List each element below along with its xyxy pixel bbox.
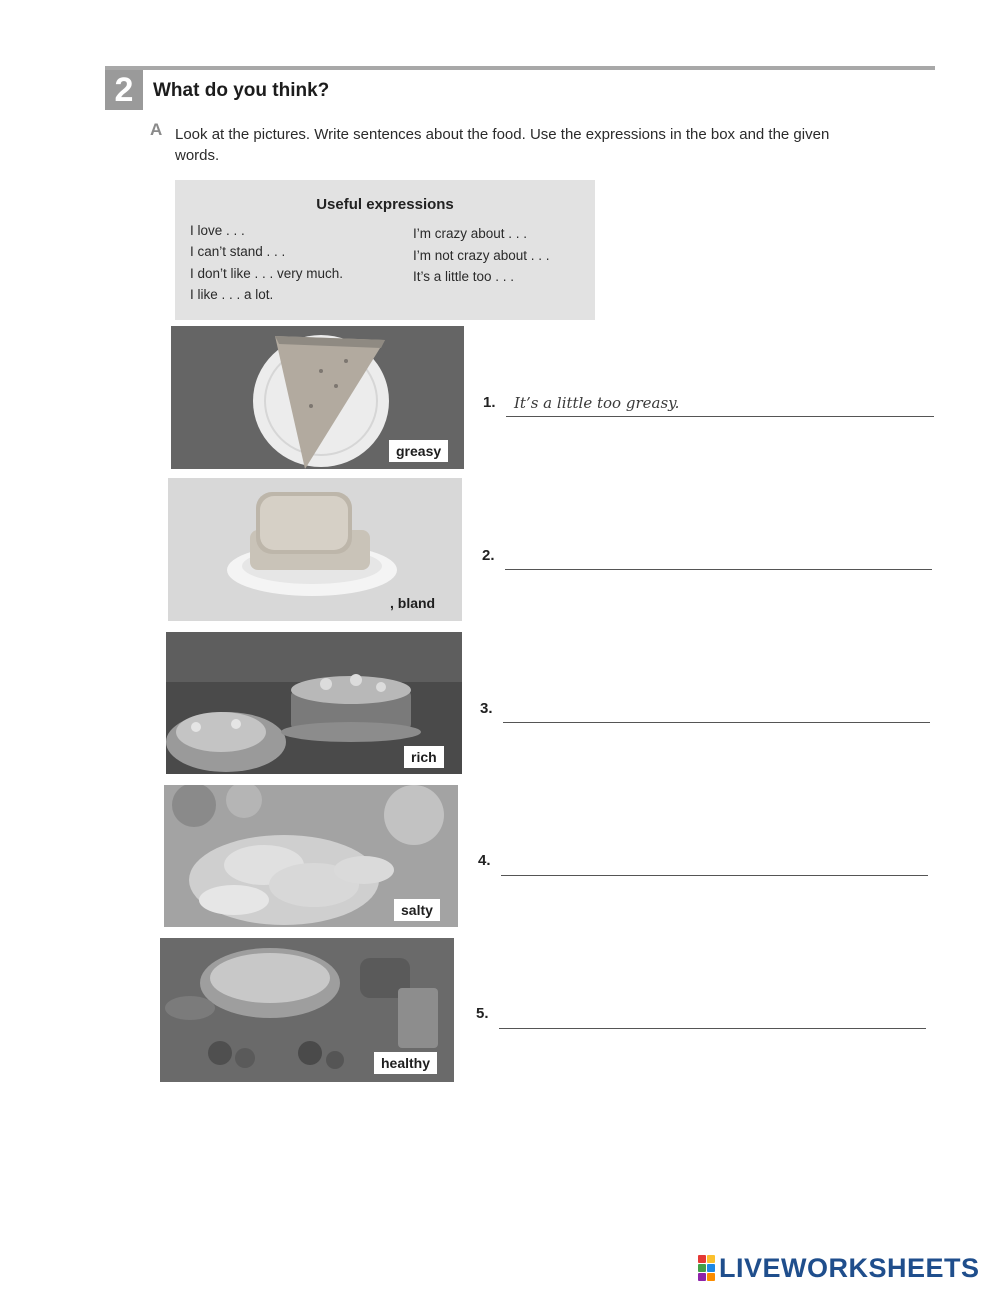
food-photo-bread bbox=[168, 478, 462, 621]
section-title: What do you think? bbox=[153, 80, 330, 101]
food-photo-cakes bbox=[166, 632, 462, 774]
liveworksheets-logo bbox=[698, 1250, 980, 1286]
expression-item: I like . . . a lot. bbox=[190, 287, 274, 302]
food-photo-vegetables bbox=[160, 938, 454, 1082]
useful-expressions-title: Useful expressions bbox=[316, 196, 454, 213]
logo-square bbox=[698, 1255, 706, 1263]
answer-line-4[interactable] bbox=[501, 855, 928, 876]
logo-icon bbox=[698, 1255, 715, 1281]
logo-square bbox=[698, 1273, 706, 1281]
item-number: 4. bbox=[478, 852, 491, 869]
expression-item: I’m crazy about . . . bbox=[413, 226, 528, 241]
food-word-label: , bland bbox=[390, 595, 436, 611]
expression-item: It’s a little too . . . bbox=[413, 269, 515, 284]
item-number: 3. bbox=[480, 700, 493, 717]
food-word-label: salty bbox=[394, 899, 440, 921]
useful-expressions-box bbox=[175, 180, 595, 320]
answer-line-3[interactable] bbox=[503, 702, 930, 723]
food-word-label: greasy bbox=[389, 440, 448, 462]
answer-line-2[interactable] bbox=[505, 549, 932, 570]
logo-square bbox=[698, 1264, 706, 1272]
food-word-label: healthy bbox=[374, 1052, 437, 1074]
item-number: 2. bbox=[482, 547, 495, 564]
exercise-letter: A bbox=[150, 120, 163, 139]
food-photo-chips bbox=[164, 785, 458, 927]
brand-text: LIVEWORKSHEETS bbox=[719, 1252, 980, 1283]
logo-square bbox=[707, 1255, 715, 1263]
answer-line-5[interactable] bbox=[499, 1008, 926, 1029]
item-number: 5. bbox=[476, 1005, 489, 1022]
expression-item: I don’t like . . . very much. bbox=[190, 266, 344, 281]
expression-item: I can’t stand . . . bbox=[190, 244, 286, 259]
expression-item: I love . . . bbox=[190, 223, 245, 238]
answer-text-1: It’s a little too greasy. bbox=[514, 394, 680, 412]
food-photo-pizza bbox=[171, 326, 464, 469]
expression-item: I’m not crazy about . . . bbox=[413, 248, 550, 263]
item-number: 1. bbox=[483, 394, 496, 411]
food-word-label: rich bbox=[404, 746, 444, 768]
logo-square bbox=[707, 1264, 715, 1272]
section-number: 2 bbox=[105, 70, 143, 110]
logo-square bbox=[707, 1273, 715, 1281]
exercise-instructions: Look at the pictures. Write sentences about the food. Use the expressions in the box and the given words. bbox=[175, 126, 830, 164]
